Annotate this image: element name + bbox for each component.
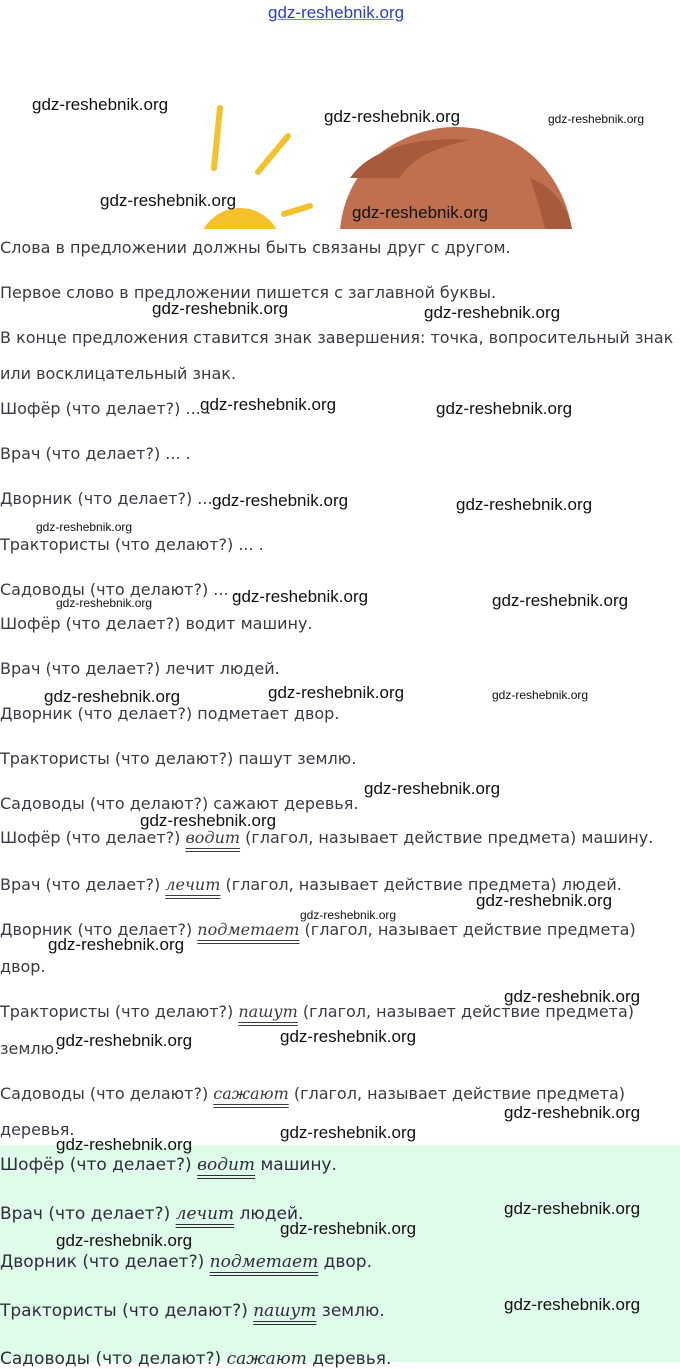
object: землю. xyxy=(316,1301,385,1321)
verb-underlined: пашут xyxy=(238,1002,298,1021)
rule-text: В конце предложения ставится знак завершения: точка, вопросительный знак xyxy=(0,328,674,347)
subject-question: Трактористы (что делают?) xyxy=(0,1301,254,1321)
verb-underlined: лечит xyxy=(165,875,221,894)
rule-text: или восклицательный знак. xyxy=(0,364,237,383)
object: людей. xyxy=(234,1204,304,1224)
subject-question: Дворник (что делает?) xyxy=(0,1252,210,1272)
watermark: gdz-reshebnik.org xyxy=(36,520,133,534)
subject-question: Врач (что делает?) xyxy=(0,875,166,894)
answer-line: Шофёр (что делает?) водит машину. xyxy=(0,614,313,633)
final-line xyxy=(0,1155,337,1175)
watermark-link[interactable]: gdz-reshebnik.org xyxy=(268,3,405,22)
watermark: gdz-reshebnik.org xyxy=(548,112,645,126)
answer-line: Трактористы (что делают?) пашут землю. xyxy=(0,749,357,768)
analysis-line xyxy=(0,1084,625,1104)
verb-underlined: пашут xyxy=(253,1301,317,1321)
watermark: gdz-reshebnik.org xyxy=(280,1219,417,1238)
question-line: Врач (что делает?) ... . xyxy=(0,444,191,463)
subject-question: Врач (что делает?) xyxy=(0,1204,176,1224)
watermark: gdz-reshebnik.org xyxy=(492,591,629,610)
rule-text: Первое слово в предложении пишется с заглавной буквы. xyxy=(0,283,497,302)
question-line: Дворник (что делает?) ... . xyxy=(0,489,223,508)
verb-underlined: подметает xyxy=(209,1252,319,1272)
explanation: (глагол, называет действие предмета) xyxy=(297,1002,635,1021)
watermark: gdz-reshebnik.org xyxy=(364,779,501,798)
watermark: gdz-reshebnik.org xyxy=(44,687,181,706)
object: двор. xyxy=(318,1252,372,1272)
watermark: gdz-reshebnik.org xyxy=(32,95,169,114)
watermark: gdz-reshebnik.org xyxy=(280,1027,417,1046)
question-line: Садоводы (что делают?) ... . xyxy=(0,580,239,599)
watermark: gdz-reshebnik.org xyxy=(56,596,153,610)
subject-question: Шофёр (что делает?) xyxy=(0,1155,198,1175)
final-line xyxy=(0,1252,372,1272)
explanation: (глагол, называет действие предмета) людей. xyxy=(220,875,622,894)
watermark: gdz-reshebnik.org xyxy=(56,1031,193,1050)
watermark: gdz-reshebnik.org xyxy=(212,491,349,510)
watermark: gdz-reshebnik.org xyxy=(280,1123,417,1142)
verb-underlined: лечит xyxy=(175,1204,235,1224)
watermark: gdz-reshebnik.org xyxy=(152,299,289,318)
rule-text: Слова в предложении должны быть связаны друг с другом. xyxy=(0,238,511,257)
watermark: gdz-reshebnik.org xyxy=(504,1103,641,1122)
watermark: gdz-reshebnik.org xyxy=(200,395,337,414)
watermark: gdz-reshebnik.org xyxy=(48,935,185,954)
verb-underlined: сажают xyxy=(226,1349,307,1369)
answer-line: Врач (что делает?) лечит людей. xyxy=(0,659,280,678)
question-line: Шофёр (что делает?) ... . xyxy=(0,399,211,418)
subject-question: Садоводы (что делают?) xyxy=(0,1084,214,1103)
verb-underlined: водит xyxy=(197,1155,256,1175)
watermark: gdz-reshebnik.org xyxy=(352,203,489,222)
subject-question: Шофёр (что делает?) xyxy=(0,828,186,847)
watermark: gdz-reshebnik.org xyxy=(424,303,561,322)
object: машину. xyxy=(255,1155,337,1175)
final-line xyxy=(0,1349,391,1369)
verb-underlined: водит xyxy=(185,828,241,847)
final-line xyxy=(0,1204,303,1224)
watermark: gdz-reshebnik.org xyxy=(456,495,593,514)
explanation: (глагол, называет действие предмета) машину. xyxy=(240,828,654,847)
watermark: gdz-reshebnik.org xyxy=(324,107,461,126)
answer-line: Дворник (что делает?) подметает двор. xyxy=(0,704,340,723)
analysis-continuation: землю. xyxy=(0,1039,60,1058)
watermark: gdz-reshebnik.org xyxy=(100,191,237,210)
watermark: gdz-reshebnik.org xyxy=(504,987,641,1006)
explanation: (глагол, называет действие предмета) xyxy=(299,920,636,939)
verb-underlined: подметает xyxy=(197,920,300,939)
subject-question: Трактористы (что делают?) xyxy=(0,1002,239,1021)
final-line xyxy=(0,1301,385,1321)
question-line: Трактористы (что делают?) ... . xyxy=(0,535,264,554)
watermark: gdz-reshebnik.org xyxy=(300,908,397,922)
explanation: (глагол, называет действие предмета) xyxy=(288,1084,625,1103)
analysis-line xyxy=(0,828,653,848)
analysis-continuation: деревья. xyxy=(0,1120,75,1139)
watermark: gdz-reshebnik.org xyxy=(436,399,573,418)
object: деревья. xyxy=(306,1349,392,1369)
watermark: gdz-reshebnik.org xyxy=(56,1135,193,1154)
watermark: gdz-reshebnik.org xyxy=(268,683,405,702)
analysis-continuation: двор. xyxy=(0,957,46,976)
watermark: gdz-reshebnik.org xyxy=(232,587,369,606)
watermark: gdz-reshebnik.org xyxy=(492,688,589,702)
watermark: gdz-reshebnik.org xyxy=(504,1199,641,1218)
subject-question: Дворник (что делает?) xyxy=(0,920,198,939)
watermark: gdz-reshebnik.org xyxy=(140,811,277,830)
watermark: gdz-reshebnik.org xyxy=(476,891,613,910)
watermark: gdz-reshebnik.org xyxy=(504,1295,641,1314)
watermark: gdz-reshebnik.org xyxy=(56,1231,193,1250)
verb-underlined: сажают xyxy=(213,1084,289,1103)
subject-question: Садоводы (что делают?) xyxy=(0,1349,227,1369)
answer-line: Садоводы (что делают?) сажают деревья. xyxy=(0,794,359,813)
